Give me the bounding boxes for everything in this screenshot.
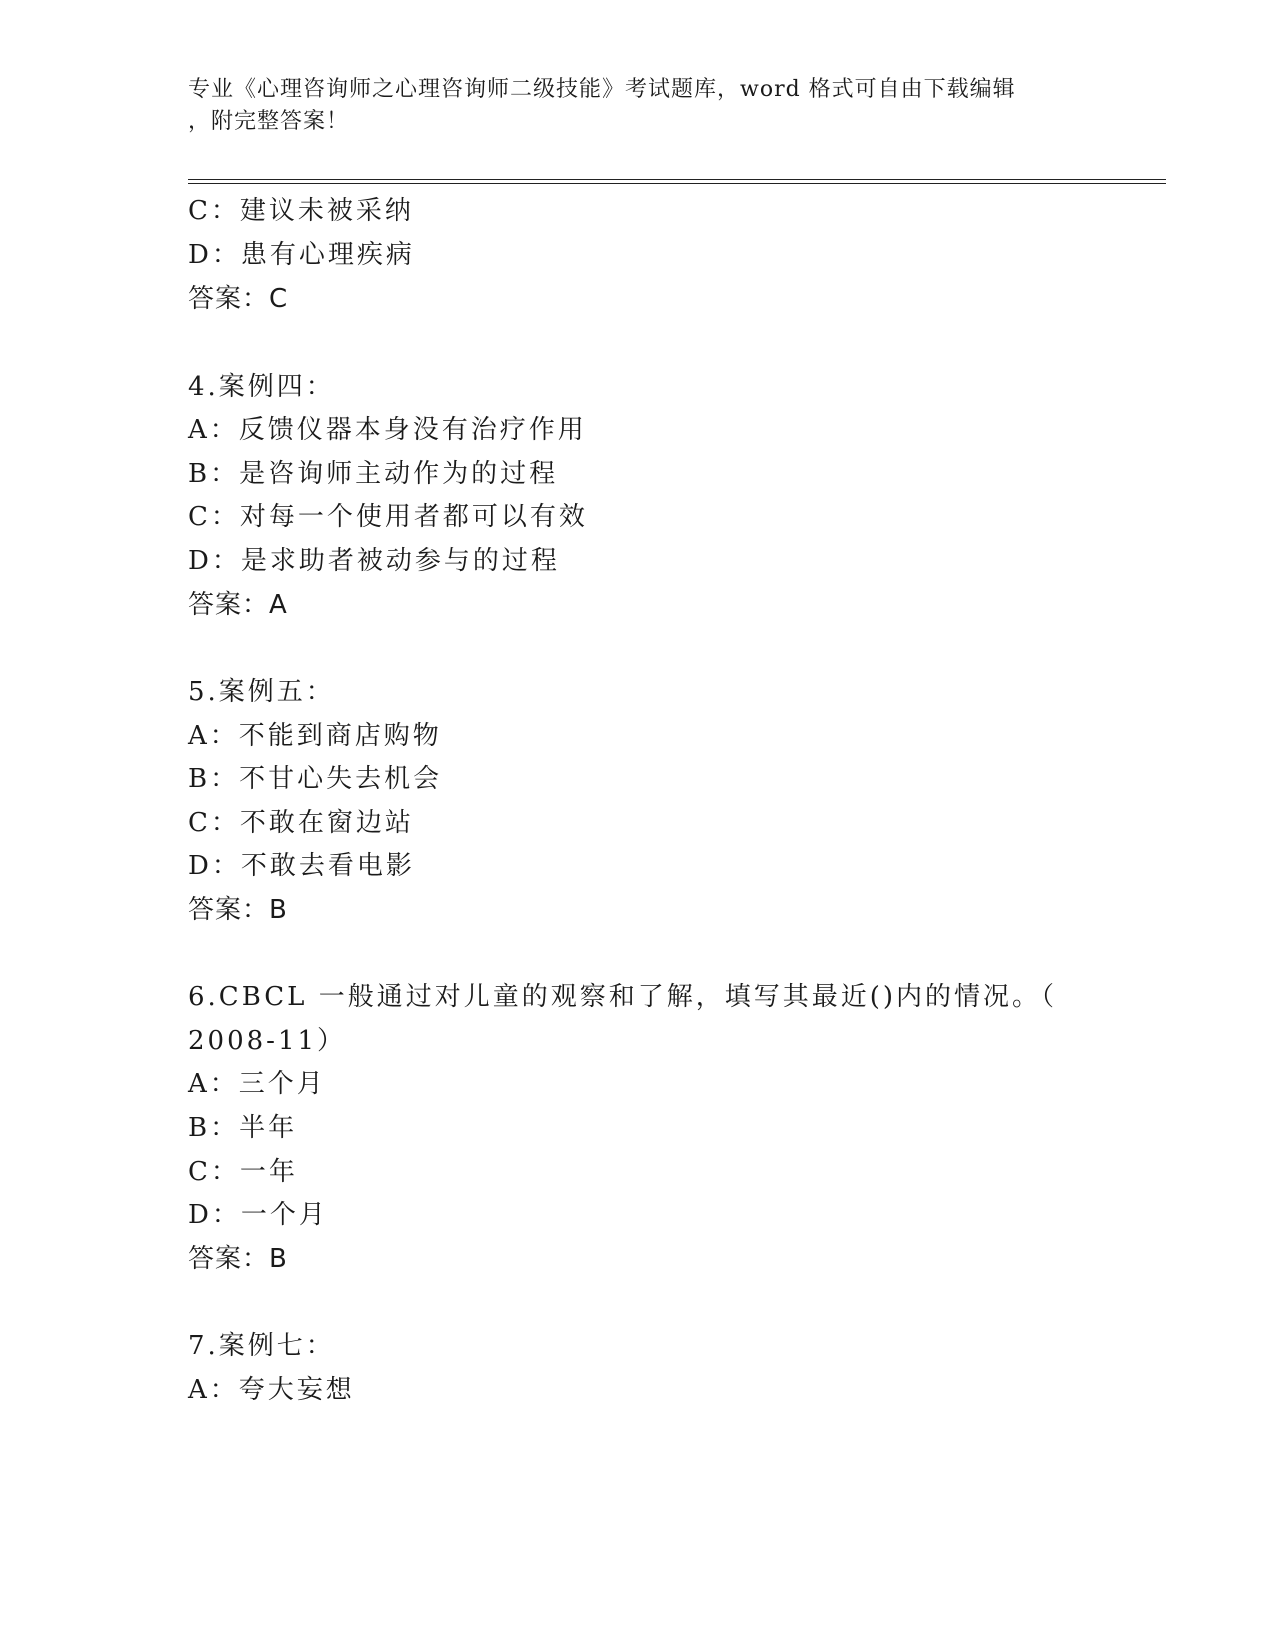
q3-answer: 答案：C xyxy=(188,284,289,314)
q5-option-a: A：不能到商店购物 xyxy=(188,721,442,751)
header-line-1: 专业《心理咨询师之心理咨询师二级技能》考试题库，word 格式可自由下载编辑 xyxy=(188,77,1016,102)
q5-title: 5.案例五： xyxy=(188,677,335,707)
header-divider-top xyxy=(188,179,1166,180)
q4-answer: 答案：A xyxy=(188,590,288,620)
q4-option-a: A：反馈仪器本身没有治疗作用 xyxy=(188,415,587,445)
q5-option-d: D：不敢去看电影 xyxy=(188,851,415,881)
q6-option-b: B：半年 xyxy=(188,1113,298,1143)
header-line-2: ，附完整答案！ xyxy=(188,109,350,134)
q3-option-c: C：建议未被采纳 xyxy=(188,196,414,226)
q4-option-d: D：是求助者被动参与的过程 xyxy=(188,546,560,576)
q5-option-b: B：不甘心失去机会 xyxy=(188,764,443,794)
q5-answer: 答案：B xyxy=(188,895,288,925)
q6-option-c: C：一年 xyxy=(188,1157,298,1187)
q6-title-line-1: 6.CBCL 一般通过对儿童的观察和了解，填写其最近()内的情况。（ xyxy=(188,982,1058,1012)
header-divider-bottom xyxy=(188,183,1166,184)
document-header xyxy=(188,74,1088,138)
q6-answer: 答案：B xyxy=(188,1244,288,1274)
q6-title-line-2: 2008-11） xyxy=(188,1026,347,1056)
q4-option-c: C：对每一个使用者都可以有效 xyxy=(188,502,588,532)
q4-title: 4.案例四： xyxy=(188,372,335,402)
q5-option-c: C：不敢在窗边站 xyxy=(188,808,414,838)
q3-option-d: D：患有心理疾病 xyxy=(188,240,415,270)
q6-option-a: A：三个月 xyxy=(188,1069,326,1099)
q4-option-b: B：是咨询师主动作为的过程 xyxy=(188,459,559,489)
q7-option-a: A：夸大妄想 xyxy=(188,1375,355,1405)
q6-option-d: D：一个月 xyxy=(188,1200,328,1230)
q7-title: 7.案例七： xyxy=(188,1331,335,1361)
